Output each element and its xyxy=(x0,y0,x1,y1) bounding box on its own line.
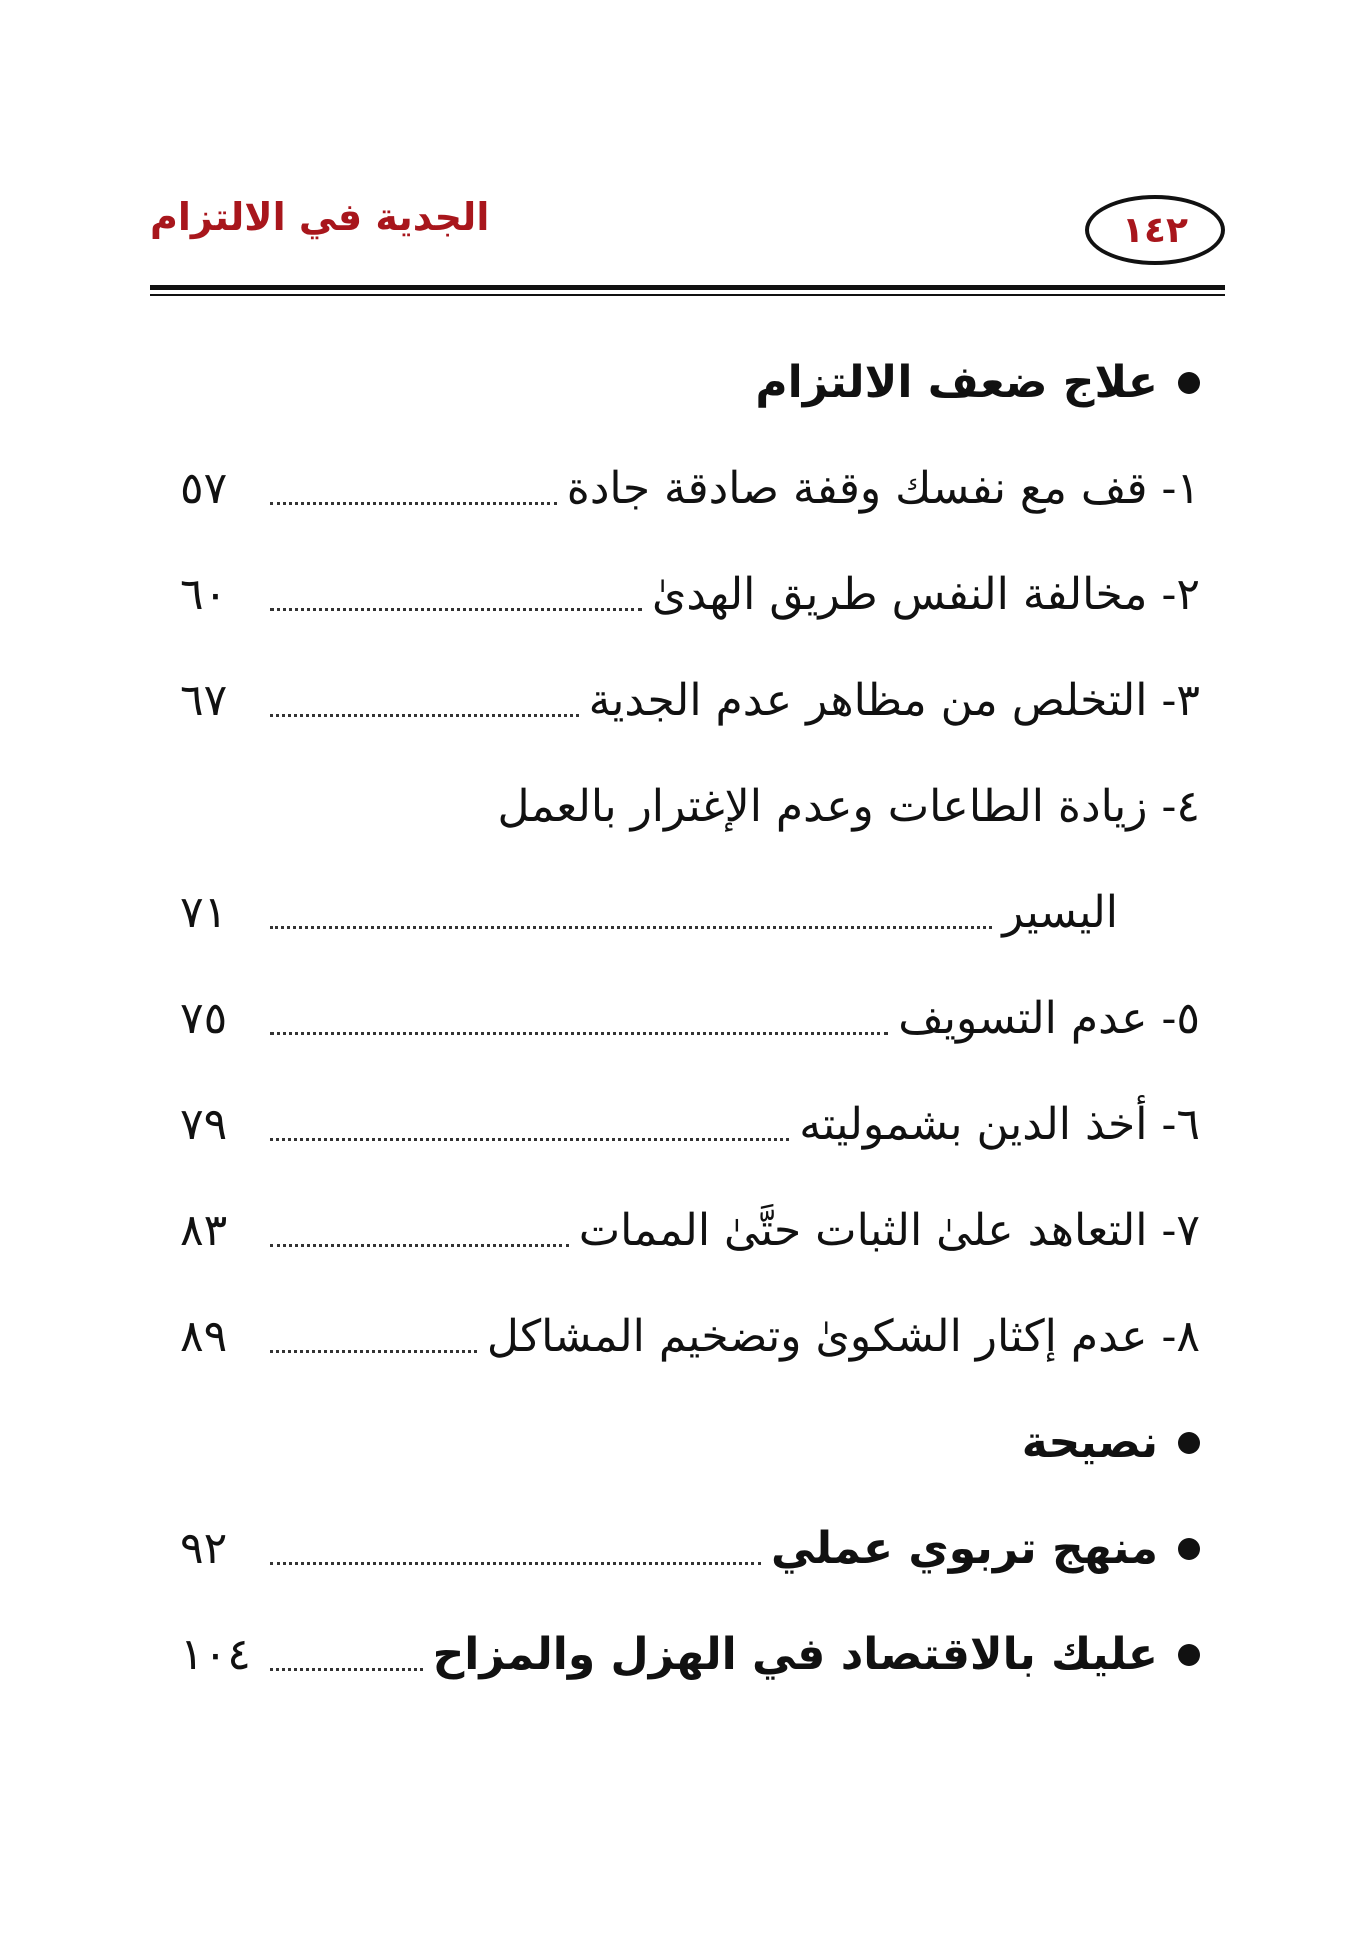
toc-section-heading xyxy=(180,1390,1200,1496)
dot-leader xyxy=(270,1350,477,1353)
bullet-icon xyxy=(1178,1644,1200,1666)
toc-section-title: علاج ضعف الالتزام xyxy=(755,357,1158,408)
toc-entry-number: ٨- xyxy=(1161,1311,1200,1362)
toc-entry-title-continuation: اليسير xyxy=(1002,887,1118,938)
toc-entry-number: ٤- xyxy=(1161,781,1200,832)
dot-leader xyxy=(270,1138,789,1141)
toc-entry[interactable] xyxy=(180,1284,1200,1390)
header-rule-thick xyxy=(150,285,1225,290)
toc-entry-continuation[interactable] xyxy=(180,860,1200,966)
running-title: الجدية في الالتزام xyxy=(150,195,490,239)
toc-entry-page: ١٠٤ xyxy=(180,1629,251,1680)
toc-section-title: منهج تربوي عملي xyxy=(771,1523,1158,1574)
toc-entry[interactable] xyxy=(180,966,1200,1072)
dot-leader xyxy=(270,502,557,505)
dot-leader xyxy=(270,1562,761,1565)
toc-entry[interactable] xyxy=(180,436,1200,542)
toc-entry[interactable] xyxy=(180,542,1200,648)
toc-entry[interactable] xyxy=(180,754,1200,860)
header-rule-thin xyxy=(150,294,1225,296)
toc-entry[interactable] xyxy=(180,648,1200,754)
page-header xyxy=(150,185,1225,275)
toc-entry-title: التعاهد علىٰ الثبات حتَّىٰ الممات xyxy=(578,1205,1148,1256)
toc-entry-title: زيادة الطاعات وعدم الإغترار بالعمل xyxy=(497,781,1148,832)
toc-entry-title: عدم إكثار الشكوىٰ وتضخيم المشاكل xyxy=(486,1311,1148,1362)
toc-entry-page: ٧٩ xyxy=(180,1099,228,1150)
dot-leader xyxy=(270,714,579,717)
toc-entry-page: ٦٧ xyxy=(180,675,228,726)
page-number: ١٤٢ xyxy=(1085,195,1225,265)
dot-leader xyxy=(270,1244,569,1247)
bullet-icon xyxy=(1178,1432,1200,1454)
dot-leader xyxy=(270,608,642,611)
toc-section-entry[interactable] xyxy=(180,1496,1200,1602)
toc-entry-page: ٩٢ xyxy=(180,1523,228,1574)
toc-section-heading xyxy=(180,330,1200,436)
toc-entry-title: عدم التسويف xyxy=(898,993,1148,1044)
dot-leader xyxy=(270,1032,888,1035)
toc-entry-page: ٨٩ xyxy=(180,1311,228,1362)
toc-entry-number: ٢- xyxy=(1161,569,1200,620)
toc-entry-number: ١- xyxy=(1161,463,1200,514)
dot-leader xyxy=(270,926,992,929)
toc-entry-page: ٦٠ xyxy=(180,569,228,620)
table-of-contents xyxy=(180,330,1200,1708)
toc-entry-title: أخذ الدين بشموليته xyxy=(799,1099,1148,1150)
toc-entry-number: ٥- xyxy=(1161,993,1200,1044)
bullet-icon xyxy=(1178,1538,1200,1560)
toc-entry[interactable] xyxy=(180,1178,1200,1284)
toc-entry-title: قف مع نفسك وقفة صادقة جادة xyxy=(566,463,1148,514)
toc-entry-page: ٨٣ xyxy=(180,1205,228,1256)
toc-entry-number: ٧- xyxy=(1161,1205,1200,1256)
toc-entry-title: مخالفة النفس طريق الهدىٰ xyxy=(651,569,1148,620)
dot-leader xyxy=(270,1668,423,1671)
toc-entry[interactable] xyxy=(180,1072,1200,1178)
toc-section-title: نصيحة xyxy=(1021,1417,1158,1468)
toc-entry-page: ٧٥ xyxy=(180,993,228,1044)
toc-entry-number: ٣- xyxy=(1161,675,1200,726)
toc-section-entry[interactable] xyxy=(180,1602,1200,1708)
toc-entry-title: التخلص من مظاهر عدم الجدية xyxy=(588,675,1148,726)
toc-entry-page: ٥٧ xyxy=(180,463,228,514)
toc-entry-page: ٧١ xyxy=(180,887,228,938)
toc-section-title: عليك بالاقتصاد في الهزل والمزاح xyxy=(432,1629,1158,1680)
toc-entry-number: ٦- xyxy=(1161,1099,1200,1150)
bullet-icon xyxy=(1178,372,1200,394)
